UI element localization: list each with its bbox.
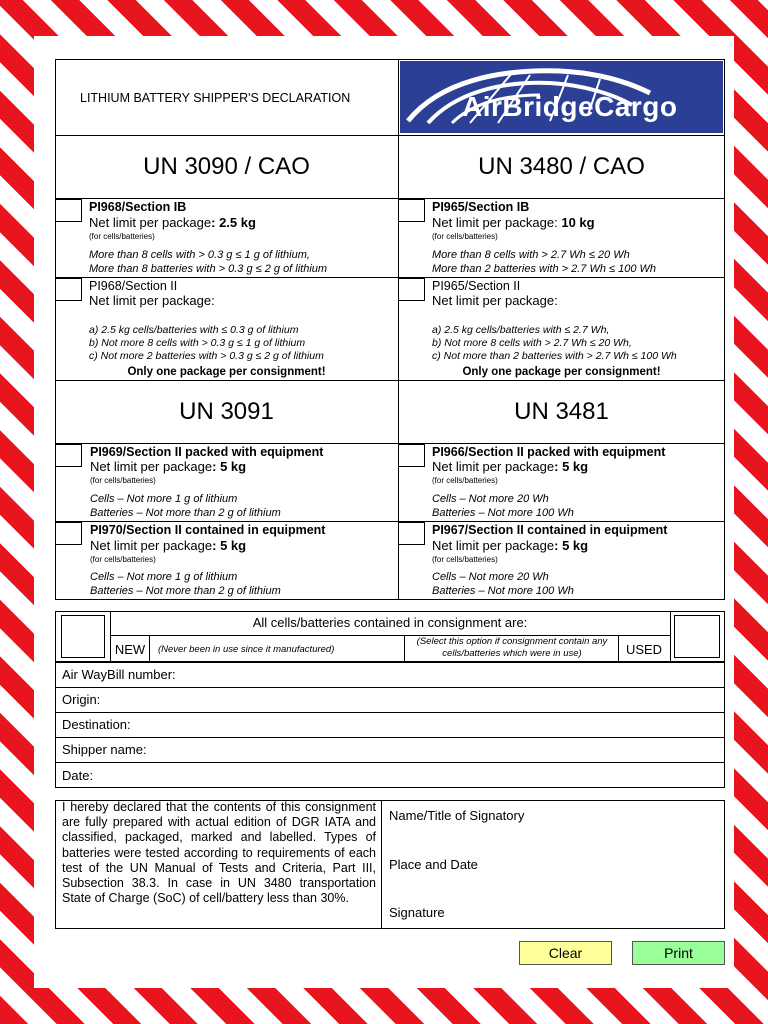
pi968-ib-note: (for cells/batteries) xyxy=(89,232,155,241)
new-note: (Never been in use since it manufactured) xyxy=(158,644,335,655)
pi966-checkbox[interactable] xyxy=(398,444,425,467)
pi969-note: (for cells/batteries) xyxy=(90,476,156,485)
pi965-ib-line2: More than 2 batteries with > 2.7 Wh ≤ 100 Wh xyxy=(432,263,657,275)
origin-input[interactable] xyxy=(110,689,722,711)
pi968-ib-line1: More than 8 cells with > 0.3 g ≤ 1 g of lithium, xyxy=(89,249,310,261)
pi965-ib-limit-value: 10 kg xyxy=(557,215,595,230)
pi966-line2: Batteries – Not more 100 Wh xyxy=(432,507,574,519)
pi967-line2: Batteries – Not more 100 Wh xyxy=(432,585,574,597)
condition-heading: All cells/batteries contained in consignment are: xyxy=(252,615,528,630)
pi965-ii-item-b: b) Not more 8 cells with > 2.7 Wh ≤ 20 Wh, xyxy=(432,337,632,349)
used-checkbox[interactable] xyxy=(674,615,720,658)
pi968-ii-footer: Only one package per consignment! xyxy=(127,366,326,378)
pi965-ib-heading: PI965/Section IB xyxy=(432,200,530,214)
new-checkbox[interactable] xyxy=(61,615,105,658)
pi966-limit-value: : 5 kg xyxy=(554,459,589,474)
un3480-title: UN 3480 / CAO xyxy=(478,153,645,180)
pi969-limit xyxy=(90,459,246,474)
pi965-ii-item-c: c) Not more than 2 batteries with > 2.7 Wh ≤ 100 Wh xyxy=(432,350,677,362)
pi969-checkbox[interactable] xyxy=(55,444,82,467)
pi967-note: (for cells/batteries) xyxy=(432,555,498,564)
print-button[interactable]: Print xyxy=(632,941,725,965)
logo-text: AirBridgeCargo xyxy=(462,91,678,122)
pi966-line1: Cells – Not more 20 Wh xyxy=(432,493,549,505)
used-label: USED xyxy=(625,642,663,657)
pi967-limit-label: Net limit per package xyxy=(432,538,555,553)
new-label: NEW xyxy=(114,642,146,657)
pi968-ii-item-c: c) Not more 2 batteries with > 0.3 g ≤ 2 g of lithium xyxy=(89,350,324,362)
pi968-ib-limit-label: Net limit per package xyxy=(89,215,212,230)
pi969-line2: Batteries – Not more than 2 g of lithium xyxy=(90,507,281,519)
awb-field-label: Air WayBill number: xyxy=(62,667,176,682)
pi970-heading: PI970/Section II contained in equipment xyxy=(90,523,326,537)
pi965-ib-limit xyxy=(432,215,595,230)
pi968-ib-limit xyxy=(89,215,256,230)
signature-label: Signature xyxy=(389,905,445,920)
pi967-limit xyxy=(432,538,588,553)
pi970-limit xyxy=(90,538,246,553)
pi968-ii-checkbox[interactable] xyxy=(55,278,82,301)
awb-input[interactable] xyxy=(190,664,722,686)
pi970-checkbox[interactable] xyxy=(55,522,82,545)
un3090-title: UN 3090 / CAO xyxy=(143,153,310,180)
pi968-ii-heading: PI968/Section II xyxy=(89,279,178,293)
pi968-ii-limit: Net limit per package: xyxy=(89,293,215,308)
pi965-ii-item-a: a) 2.5 kg cells/batteries with ≤ 2.7 Wh, xyxy=(432,324,610,336)
pi967-checkbox[interactable] xyxy=(398,522,425,545)
origin-field-label: Origin: xyxy=(62,692,101,707)
pi969-heading: PI969/Section II packed with equipment xyxy=(90,445,324,459)
pi970-limit-value: : 5 kg xyxy=(212,538,247,553)
pi965-ib-checkbox[interactable] xyxy=(398,199,425,222)
pi970-note: (for cells/batteries) xyxy=(90,555,156,564)
airbridgecargo-logo xyxy=(400,61,723,133)
declaration-text: I hereby declared that the contents of this consignment are fully prepared with actual edition of DGR IATA and classified, packaged, marked and labelled. Types of batteries were tested according to requirements of each test of the UN Manual of Tests and Criteria, Part III, Subsection 38.3. In case in UN 3480 transportation State of Charge (SoC) of cell/battery less than 30%. xyxy=(62,800,376,906)
pi967-limit-value: : 5 kg xyxy=(554,538,589,553)
pi968-ii-item-b: b) Not more 8 cells with > 0.3 g ≤ 1 g of lithium xyxy=(89,337,306,349)
date-field-label: Date: xyxy=(62,768,94,783)
pi968-ib-checkbox[interactable] xyxy=(55,199,82,222)
pi969-limit-value: : 5 kg xyxy=(212,459,247,474)
pi965-ib-note: (for cells/batteries) xyxy=(432,232,498,241)
shipper-input[interactable] xyxy=(160,739,722,761)
pi965-ii-heading: PI965/Section II xyxy=(432,279,521,293)
used-note: (Select this option if consignment contain any cells/batteries which were in use) xyxy=(416,636,608,659)
pi968-ib-line2: More than 8 batteries with > 0.3 g ≤ 2 g of lithium xyxy=(89,263,328,275)
pi966-heading: PI966/Section II packed with equipment xyxy=(432,445,666,459)
pi967-line1: Cells – Not more 20 Wh xyxy=(432,571,549,583)
page-title: LITHIUM BATTERY SHIPPER'S DECLARATION xyxy=(80,91,351,105)
pi965-ii-limit: Net limit per package: xyxy=(432,293,558,308)
pi965-ib-line1: More than 8 cells with > 2.7 Wh ≤ 20 Wh xyxy=(432,249,630,261)
signatory-label: Name/Title of Signatory xyxy=(389,808,525,823)
destination-field-label: Destination: xyxy=(62,717,131,732)
pi969-limit-label: Net limit per package xyxy=(90,459,213,474)
pi965-ii-checkbox[interactable] xyxy=(398,278,425,301)
pi968-ii-item-a: a) 2.5 kg cells/batteries with ≤ 0.3 g of lithium xyxy=(89,324,299,336)
un3481-title: UN 3481 xyxy=(514,398,609,425)
date-input[interactable] xyxy=(100,764,722,786)
place-date-label: Place and Date xyxy=(389,857,478,872)
un3091-title: UN 3091 xyxy=(179,398,274,425)
pi965-ib-limit-label: Net limit per package: xyxy=(432,215,558,230)
pi970-line2: Batteries – Not more than 2 g of lithium xyxy=(90,585,281,597)
destination-input[interactable] xyxy=(145,714,722,736)
pi969-line1: Cells – Not more 1 g of lithium xyxy=(90,493,238,505)
pi966-note: (for cells/batteries) xyxy=(432,476,498,485)
pi968-ib-limit-value: : 2.5 kg xyxy=(211,215,256,230)
pi966-limit-label: Net limit per package xyxy=(432,459,555,474)
pi966-limit xyxy=(432,459,588,474)
pi965-ii-footer: Only one package per consignment! xyxy=(462,366,661,378)
pi967-heading: PI967/Section II contained in equipment xyxy=(432,523,668,537)
pi970-limit-label: Net limit per package xyxy=(90,538,213,553)
clear-button[interactable]: Clear xyxy=(519,941,612,965)
shipper-field-label: Shipper name: xyxy=(62,742,147,757)
pi970-line1: Cells – Not more 1 g of lithium xyxy=(90,571,238,583)
pi968-ib-heading: PI968/Section IB xyxy=(89,200,187,214)
